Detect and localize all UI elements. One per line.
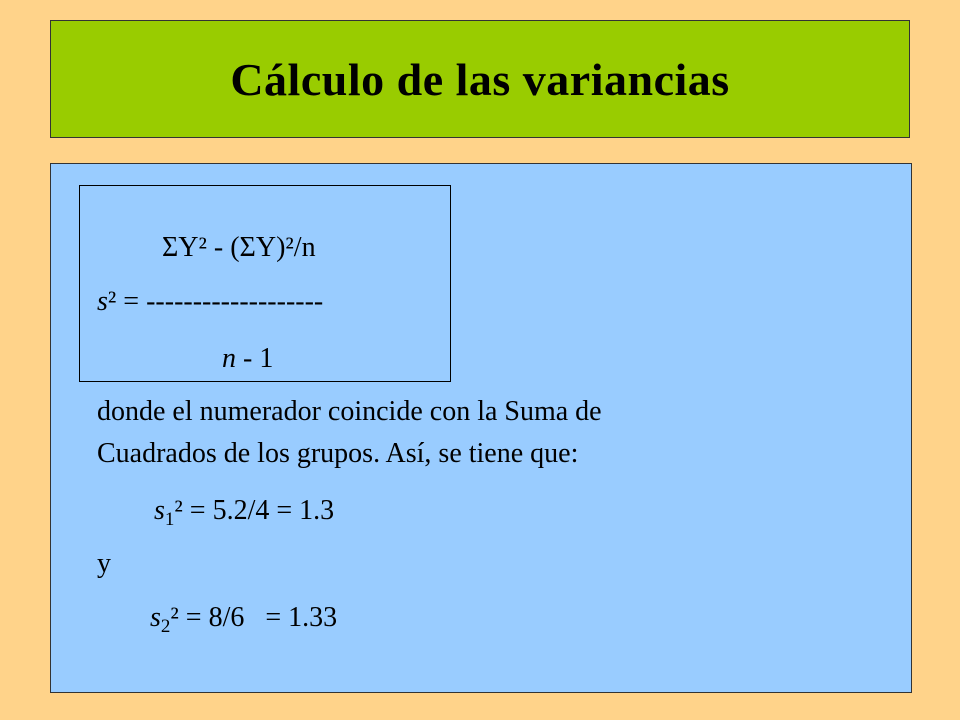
result-s1-variable: s — [154, 495, 165, 526]
result-s1 — [154, 495, 335, 530]
formula-denominator — [222, 345, 273, 373]
formula-numerator: ΣY² - (ΣY)²/n — [162, 232, 316, 263]
formula-lhs-rest: ² = ------------------- — [107, 286, 324, 317]
result-s1-rest: ² = 5.2/4 = 1.3 — [174, 495, 335, 526]
formula-denominator-variable: n — [222, 343, 236, 374]
result-s1-subscript: 1 — [164, 509, 175, 530]
paragraph-line-1: donde el numerador coincide con la Suma de — [97, 396, 602, 427]
conjunction-text: y — [97, 548, 111, 579]
formula-lhs — [97, 288, 323, 316]
result-s2-rest: ² = 8/6 = 1.33 — [170, 602, 338, 633]
result-s2 — [150, 602, 338, 637]
result-s2-subscript: 2 — [160, 616, 171, 637]
paragraph-line-2: Cuadrados de los grupos. Así, se tiene que: — [97, 438, 579, 469]
title-banner — [50, 20, 910, 138]
slide-title: Cálculo de las variancias — [230, 53, 730, 105]
formula-denominator-rest: - 1 — [236, 343, 274, 374]
formula-lhs-variable: s — [97, 286, 108, 317]
result-s2-variable: s — [150, 602, 161, 633]
